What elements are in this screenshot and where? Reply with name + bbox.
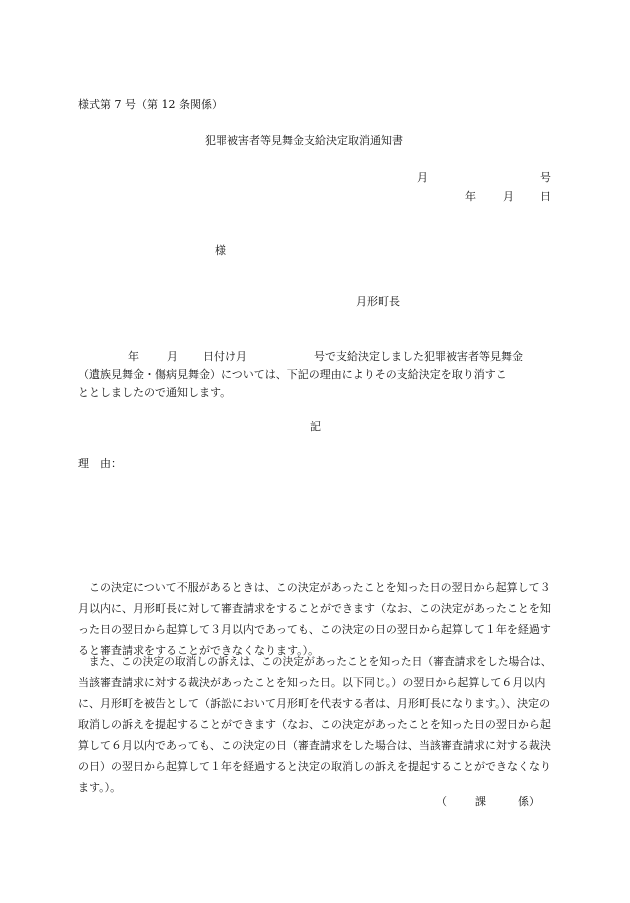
number-month-char: 月 xyxy=(417,171,428,184)
footer-kakari: 係） xyxy=(518,795,540,808)
body-line2: （遺族見舞金・傷病見舞金）については、下記の理由によりその支給決定を取り消すこ xyxy=(78,368,507,381)
body-line1-rest: 号で支給決定しました犯罪被害者等見舞金 xyxy=(314,350,523,363)
addressee-suffix: 様 xyxy=(215,244,226,257)
body-date-suffix: 日付け月 xyxy=(203,350,247,363)
notice-line: この決定について不服があるときは、この決定があったことを知った日の翌日から起算して３ xyxy=(78,581,551,594)
notice-line: 取消しの訴えを提起することができます（なお、この決定があったことを知った日の翌日から起 xyxy=(78,718,551,731)
notice-line: 当該審査請求に対する裁決があったことを知った日。以下同じ。）の翌日から起算して６月以内 xyxy=(78,676,546,689)
notice-paragraph-1 xyxy=(78,577,552,661)
body-month: 月 xyxy=(167,350,178,363)
notice-line: 月以内に、月形町長に対して審査請求をすることができます（なお、この決定があったことを知 xyxy=(78,602,551,615)
notice-line: に、月形町を被告として（訴訟において月形町を代表する者は、月形町長になります。）、決定の xyxy=(78,697,551,710)
notice-line: ると審査請求をすることができなくなります。）。 xyxy=(78,644,320,657)
date-year: 年 xyxy=(465,190,476,203)
reason-label: 理 由： xyxy=(78,457,122,470)
notice-paragraph-2 xyxy=(78,651,552,798)
notice-line: ます。）。 xyxy=(78,781,122,794)
notice-line: また、この決定の取消しの訴えは、この決定があったことを知った日（審査請求をした場合は、 xyxy=(78,655,552,668)
notice-line: 算して６月以内であっても、この決定の日（審査請求をした場合は、当該審査請求に対する裁決 xyxy=(78,739,551,752)
body-year: 年 xyxy=(128,350,139,363)
form-label: 様式第 7 号（第 12 条関係） xyxy=(78,98,223,111)
footer-open-paren: （ xyxy=(436,795,447,808)
date-month: 月 xyxy=(503,190,514,203)
document-title: 犯罪被害者等見舞金支給決定取消通知書 xyxy=(205,134,403,147)
date-day: 日 xyxy=(540,190,551,203)
sender-name: 月形町長 xyxy=(356,295,400,308)
notice-line: の日）の翌日から起算して１年を経過すると決定の取消しの訴えを提起することができなくなり xyxy=(78,760,551,773)
footer-ka: 課 xyxy=(475,795,486,808)
body-line3: ととしましたので通知します。 xyxy=(78,386,232,399)
number-char: 号 xyxy=(540,171,551,184)
notice-line: った日の翌日から起算して３月以内であっても、この決定の日の翌日から起算して１年を経過す xyxy=(78,623,551,636)
ki-heading: 記 xyxy=(310,420,321,433)
